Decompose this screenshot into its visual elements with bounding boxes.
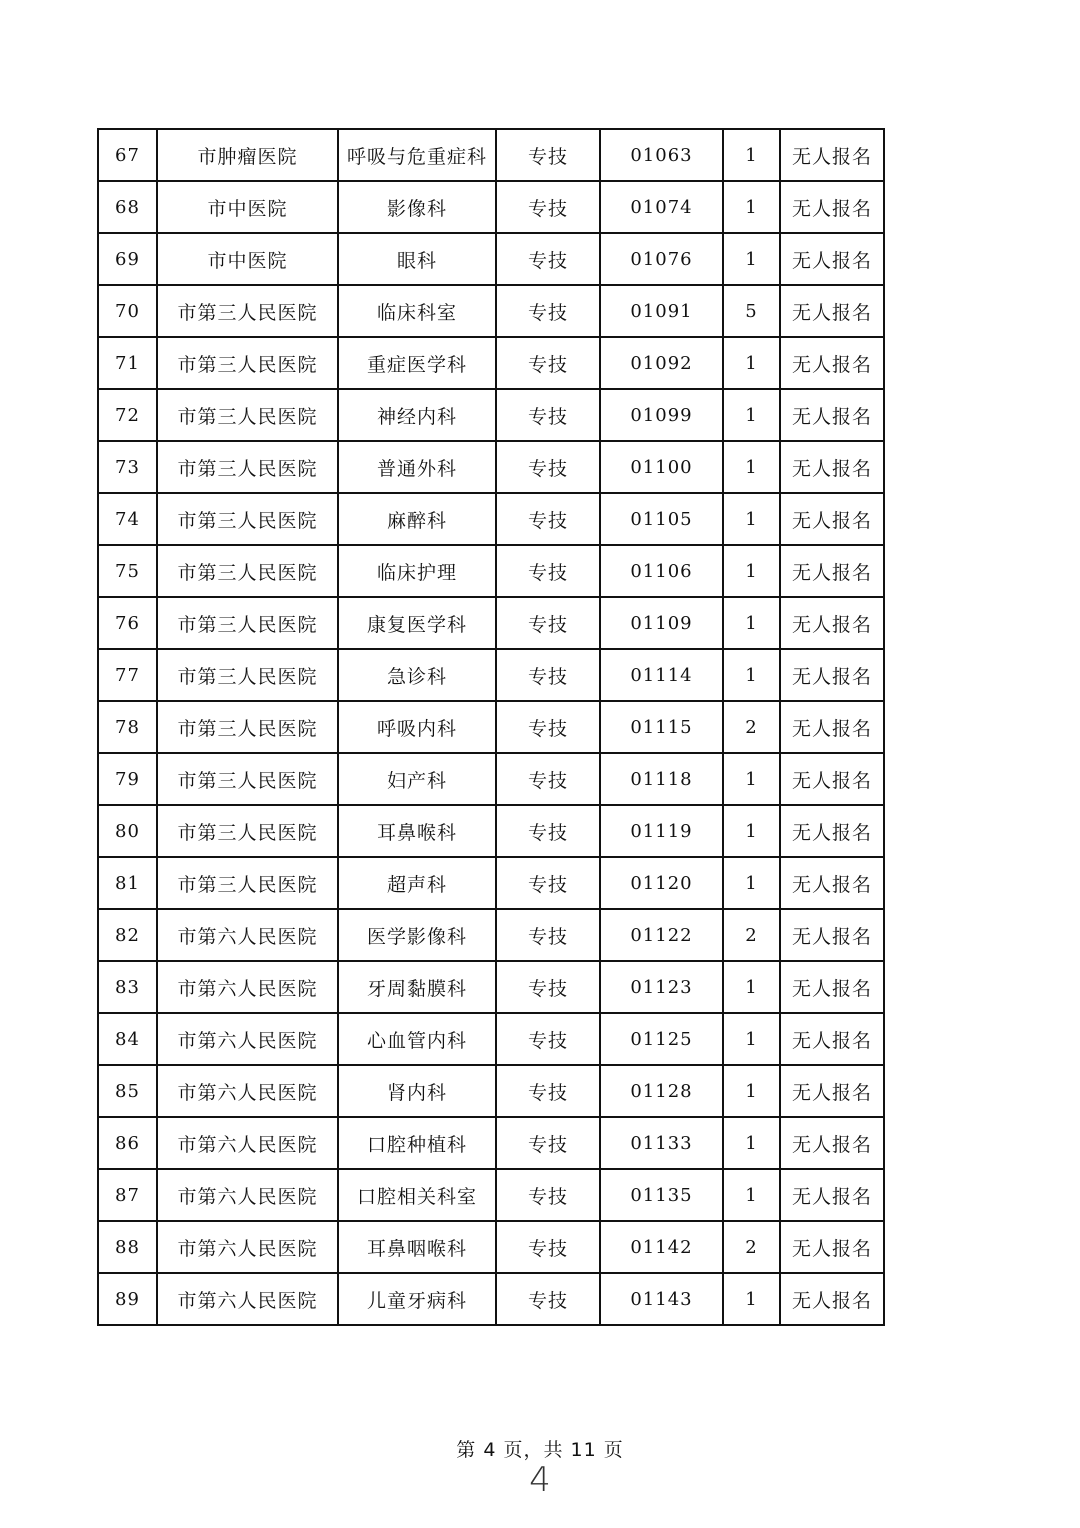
- cell-position-code: 01119: [600, 805, 723, 857]
- cell-position-code: 01135: [600, 1169, 723, 1221]
- cell-number: 73: [98, 441, 157, 493]
- cell-count: 2: [723, 909, 780, 961]
- cell-count: 1: [723, 597, 780, 649]
- cell-status: 无人报名: [780, 493, 884, 545]
- cell-hospital: 市第三人民医院: [157, 389, 338, 441]
- cell-department: 临床科室: [338, 285, 496, 337]
- cell-category: 专技: [496, 1221, 600, 1273]
- cell-number: 81: [98, 857, 157, 909]
- cell-status: 无人报名: [780, 1221, 884, 1273]
- table-row: [98, 1065, 884, 1117]
- table-row: [98, 441, 884, 493]
- cell-department: 口腔相关科室: [338, 1169, 496, 1221]
- cell-number: 69: [98, 233, 157, 285]
- cell-count: 1: [723, 233, 780, 285]
- cell-status: 无人报名: [780, 337, 884, 389]
- table-row: [98, 129, 884, 181]
- cell-count: 5: [723, 285, 780, 337]
- table-row: [98, 1013, 884, 1065]
- table-row: [98, 805, 884, 857]
- cell-category: 专技: [496, 909, 600, 961]
- positions-table: [97, 128, 885, 1326]
- cell-department: 心血管内科: [338, 1013, 496, 1065]
- cell-count: 1: [723, 1013, 780, 1065]
- cell-department: 影像科: [338, 181, 496, 233]
- cell-hospital: 市第三人民医院: [157, 337, 338, 389]
- cell-status: 无人报名: [780, 1065, 884, 1117]
- cell-number: 76: [98, 597, 157, 649]
- cell-category: 专技: [496, 129, 600, 181]
- cell-hospital: 市第三人民医院: [157, 285, 338, 337]
- cell-status: 无人报名: [780, 701, 884, 753]
- cell-number: 80: [98, 805, 157, 857]
- cell-number: 77: [98, 649, 157, 701]
- positions-table-container: [97, 128, 885, 1326]
- cell-hospital: 市第三人民医院: [157, 753, 338, 805]
- cell-hospital: 市第六人民医院: [157, 909, 338, 961]
- cell-count: 1: [723, 961, 780, 1013]
- cell-count: 1: [723, 181, 780, 233]
- cell-category: 专技: [496, 1169, 600, 1221]
- cell-hospital: 市第三人民医院: [157, 649, 338, 701]
- cell-hospital: 市第六人民医院: [157, 1013, 338, 1065]
- table-row: [98, 909, 884, 961]
- cell-position-code: 01076: [600, 233, 723, 285]
- cell-hospital: 市第六人民医院: [157, 1117, 338, 1169]
- table-row: [98, 389, 884, 441]
- cell-position-code: 01120: [600, 857, 723, 909]
- cell-number: 84: [98, 1013, 157, 1065]
- cell-number: 71: [98, 337, 157, 389]
- cell-department: 普通外科: [338, 441, 496, 493]
- cell-department: 耳鼻咽喉科: [338, 1221, 496, 1273]
- cell-status: 无人报名: [780, 1169, 884, 1221]
- cell-count: 1: [723, 1117, 780, 1169]
- cell-number: 83: [98, 961, 157, 1013]
- cell-position-code: 01105: [600, 493, 723, 545]
- cell-hospital: 市第三人民医院: [157, 597, 338, 649]
- cell-position-code: 01128: [600, 1065, 723, 1117]
- table-row: [98, 285, 884, 337]
- cell-position-code: 01133: [600, 1117, 723, 1169]
- cell-hospital: 市第六人民医院: [157, 1273, 338, 1325]
- cell-number: 87: [98, 1169, 157, 1221]
- cell-department: 麻醉科: [338, 493, 496, 545]
- cell-department: 康复医学科: [338, 597, 496, 649]
- cell-category: 专技: [496, 1013, 600, 1065]
- cell-count: 1: [723, 1169, 780, 1221]
- cell-category: 专技: [496, 545, 600, 597]
- table-row: [98, 753, 884, 805]
- cell-category: 专技: [496, 389, 600, 441]
- table-row: [98, 545, 884, 597]
- cell-hospital: 市中医院: [157, 233, 338, 285]
- cell-category: 专技: [496, 753, 600, 805]
- cell-hospital: 市第六人民医院: [157, 1169, 338, 1221]
- table-row: [98, 1273, 884, 1325]
- cell-position-code: 01115: [600, 701, 723, 753]
- cell-hospital: 市第三人民医院: [157, 857, 338, 909]
- cell-department: 妇产科: [338, 753, 496, 805]
- cell-status: 无人报名: [780, 961, 884, 1013]
- cell-status: 无人报名: [780, 597, 884, 649]
- cell-number: 67: [98, 129, 157, 181]
- table-row: [98, 493, 884, 545]
- cell-count: 1: [723, 1273, 780, 1325]
- cell-hospital: 市中医院: [157, 181, 338, 233]
- cell-department: 眼科: [338, 233, 496, 285]
- cell-position-code: 01114: [600, 649, 723, 701]
- cell-count: 1: [723, 441, 780, 493]
- cell-category: 专技: [496, 701, 600, 753]
- table-row: [98, 649, 884, 701]
- cell-department: 呼吸内科: [338, 701, 496, 753]
- cell-status: 无人报名: [780, 1013, 884, 1065]
- cell-status: 无人报名: [780, 753, 884, 805]
- cell-hospital: 市第三人民医院: [157, 493, 338, 545]
- cell-status: 无人报名: [780, 1117, 884, 1169]
- cell-number: 79: [98, 753, 157, 805]
- cell-department: 儿童牙病科: [338, 1273, 496, 1325]
- cell-category: 专技: [496, 805, 600, 857]
- table-row: [98, 701, 884, 753]
- cell-status: 无人报名: [780, 805, 884, 857]
- table-row: [98, 337, 884, 389]
- cell-department: 重症医学科: [338, 337, 496, 389]
- table-row: [98, 1169, 884, 1221]
- cell-count: 1: [723, 493, 780, 545]
- cell-number: 78: [98, 701, 157, 753]
- table-row: [98, 961, 884, 1013]
- cell-status: 无人报名: [780, 649, 884, 701]
- cell-category: 专技: [496, 493, 600, 545]
- cell-hospital: 市第六人民医院: [157, 1221, 338, 1273]
- cell-count: 1: [723, 1065, 780, 1117]
- cell-status: 无人报名: [780, 233, 884, 285]
- cell-hospital: 市肿瘤医院: [157, 129, 338, 181]
- cell-position-code: 01099: [600, 389, 723, 441]
- cell-position-code: 01118: [600, 753, 723, 805]
- cell-number: 82: [98, 909, 157, 961]
- cell-position-code: 01100: [600, 441, 723, 493]
- cell-status: 无人报名: [780, 1273, 884, 1325]
- table-row: [98, 1221, 884, 1273]
- cell-status: 无人报名: [780, 129, 884, 181]
- cell-number: 70: [98, 285, 157, 337]
- cell-position-code: 01125: [600, 1013, 723, 1065]
- cell-category: 专技: [496, 857, 600, 909]
- cell-number: 88: [98, 1221, 157, 1273]
- cell-count: 1: [723, 857, 780, 909]
- cell-department: 急诊科: [338, 649, 496, 701]
- cell-count: 1: [723, 649, 780, 701]
- cell-number: 72: [98, 389, 157, 441]
- cell-number: 85: [98, 1065, 157, 1117]
- cell-count: 1: [723, 129, 780, 181]
- cell-count: 1: [723, 805, 780, 857]
- cell-hospital: 市第三人民医院: [157, 805, 338, 857]
- cell-number: 75: [98, 545, 157, 597]
- cell-position-code: 01106: [600, 545, 723, 597]
- cell-category: 专技: [496, 1273, 600, 1325]
- cell-status: 无人报名: [780, 857, 884, 909]
- page-info: 第 4 页，共 11 页: [456, 1439, 624, 1461]
- cell-hospital: 市第三人民医院: [157, 701, 338, 753]
- cell-department: 呼吸与危重症科: [338, 129, 496, 181]
- cell-status: 无人报名: [780, 285, 884, 337]
- cell-position-code: 01122: [600, 909, 723, 961]
- cell-position-code: 01143: [600, 1273, 723, 1325]
- cell-department: 超声科: [338, 857, 496, 909]
- cell-count: 2: [723, 1221, 780, 1273]
- cell-position-code: 01142: [600, 1221, 723, 1273]
- cell-hospital: 市第三人民医院: [157, 441, 338, 493]
- cell-category: 专技: [496, 441, 600, 493]
- cell-number: 86: [98, 1117, 157, 1169]
- cell-category: 专技: [496, 1065, 600, 1117]
- cell-department: 耳鼻喉科: [338, 805, 496, 857]
- table-row: [98, 597, 884, 649]
- cell-department: 肾内科: [338, 1065, 496, 1117]
- cell-position-code: 01091: [600, 285, 723, 337]
- table-body: [98, 129, 884, 1325]
- cell-hospital: 市第六人民医院: [157, 961, 338, 1013]
- cell-count: 1: [723, 545, 780, 597]
- cell-count: 1: [723, 389, 780, 441]
- cell-status: 无人报名: [780, 545, 884, 597]
- cell-category: 专技: [496, 597, 600, 649]
- cell-department: 神经内科: [338, 389, 496, 441]
- table-row: [98, 1117, 884, 1169]
- cell-category: 专技: [496, 1117, 600, 1169]
- cell-status: 无人报名: [780, 441, 884, 493]
- cell-number: 89: [98, 1273, 157, 1325]
- cell-count: 1: [723, 753, 780, 805]
- cell-category: 专技: [496, 649, 600, 701]
- cell-position-code: 01074: [600, 181, 723, 233]
- cell-department: 口腔种植科: [338, 1117, 496, 1169]
- cell-position-code: 01063: [600, 129, 723, 181]
- cell-status: 无人报名: [780, 389, 884, 441]
- cell-count: 2: [723, 701, 780, 753]
- page-number: 4: [529, 1460, 551, 1500]
- cell-status: 无人报名: [780, 909, 884, 961]
- cell-number: 74: [98, 493, 157, 545]
- table-row: [98, 181, 884, 233]
- cell-count: 1: [723, 337, 780, 389]
- cell-department: 临床护理: [338, 545, 496, 597]
- cell-position-code: 01109: [600, 597, 723, 649]
- cell-category: 专技: [496, 233, 600, 285]
- cell-category: 专技: [496, 337, 600, 389]
- cell-hospital: 市第六人民医院: [157, 1065, 338, 1117]
- cell-category: 专技: [496, 285, 600, 337]
- cell-category: 专技: [496, 961, 600, 1013]
- table-row: [98, 857, 884, 909]
- cell-status: 无人报名: [780, 181, 884, 233]
- cell-department: 医学影像科: [338, 909, 496, 961]
- cell-position-code: 01123: [600, 961, 723, 1013]
- cell-department: 牙周黏膜科: [338, 961, 496, 1013]
- cell-category: 专技: [496, 181, 600, 233]
- table-row: [98, 233, 884, 285]
- cell-position-code: 01092: [600, 337, 723, 389]
- cell-number: 68: [98, 181, 157, 233]
- cell-hospital: 市第三人民医院: [157, 545, 338, 597]
